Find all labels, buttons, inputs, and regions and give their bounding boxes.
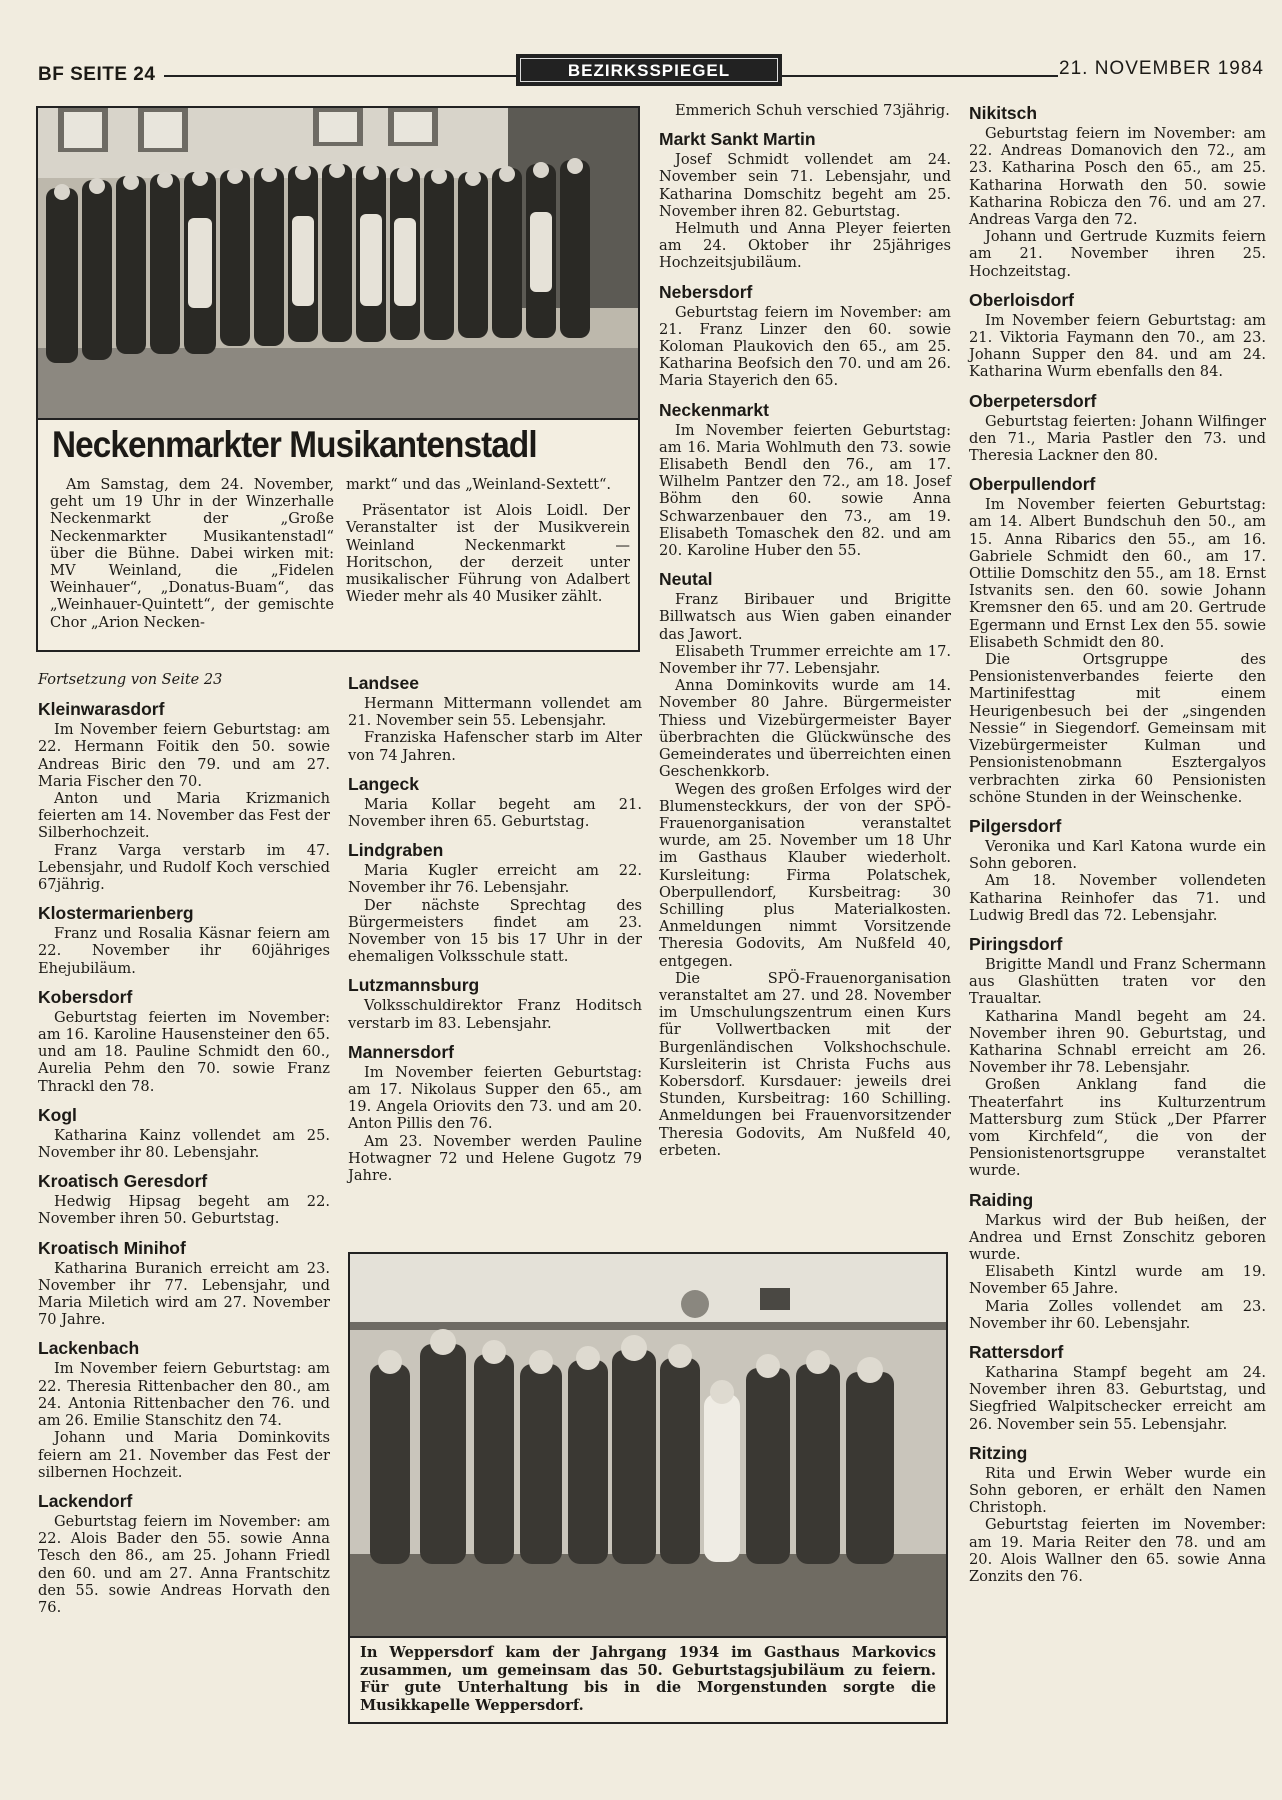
feature-paragraph: Am Samstag, dem 24. November, geht um 19 Uhr in der Winzerhalle Neckenmarkt der „Große Neckenmarkter Musikantenstadl“ über die Bühne. Dabei wirken mit: MV Weinland, die „Fidelen Weinhauer“, „Donatus-Buam“, das „Weinhauer-Quintett“, der gemischte Chor „Arion Necken-: [50, 476, 334, 631]
feature-column-left: [50, 476, 334, 631]
section-heading: Kroatisch Minihof: [38, 1237, 186, 1258]
section-heading: Lindgraben: [348, 840, 444, 861]
section-heading: Landsee: [348, 673, 419, 693]
section-heading: Klostermarienberg: [38, 903, 194, 924]
section-heading: Kogl: [38, 1104, 77, 1125]
news-paragraph: Johann und Maria Dominkovits feiern am 21. November das Fest der silbernen Hochzeit.: [38, 1429, 330, 1481]
news-paragraph: Die Ortsgruppe des Pensionistenverbandes feierte den Martinifesttag mit einem Heurigenbesuch bei der „singenden Nessie“ in Siegendorf. Gemeinsam mit Vizebürgermeister Kulman und Pensionistenobmann Esztergalyos verbrachten zirka 60 Pensionisten schöne Stunden in der Weinschenke.: [969, 651, 1266, 806]
news-paragraph: Maria Zolles vollendet am 23. November ihr 60. Lebensjahr.: [969, 1297, 1266, 1332]
section-heading: Lutzmannsburg: [348, 975, 480, 996]
news-paragraph: Im November feierten Geburtstag: am 17. Nikolaus Supper den 65., am 19. Angela Oriovits den 73. und am 20. Anton Pillis den 76.: [348, 1063, 642, 1133]
news-paragraph: Geburtstag feierten: Johann Wilfinger den 71., Maria Pastler den 73. und Theresia Lackner den 80.: [969, 412, 1266, 465]
section-heading: Langeck: [348, 773, 419, 794]
news-paragraph: Franziska Hafenscher starb im Alter von 74 Jahren.: [348, 729, 642, 764]
news-paragraph: Rita und Erwin Weber wurde ein Sohn geboren, er erhält den Namen Christoph.: [969, 1464, 1266, 1517]
section-heading: Kroatisch Geresdorf: [38, 1171, 208, 1192]
news-paragraph: Im November feiern Geburtstag: am 21. Viktoria Faymann den 70., am 23. Johann Supper den 84. und am 24. Katharina Wurm ebenfalls den 84.: [969, 311, 1266, 381]
news-paragraph: Anna Dominkovits wurde am 14. November 80 Jahre. Bürgermeister Thiess und Vizebürgermeister Bayer überbrachten die Glückwünsche des Gemeinderates und überreichten einen Geschenkkorb.: [659, 677, 951, 781]
news-paragraph: Im November feiern Geburtstag: am 22. Hermann Foitik den 50. sowie Andreas Biric den 79. und am 27. Maria Fischer den 70.: [38, 721, 330, 790]
news-paragraph: Josef Schmidt vollendet am 24. November sein 71. Lebensjahr, und Katharina Domschitz begeht am 25. November ihren 82. Geburtstag.: [659, 151, 951, 220]
page-label: BF SEITE 24: [38, 64, 156, 85]
section-heading: Raiding: [969, 1189, 1034, 1210]
news-paragraph: Franz Biribauer und Brigitte Billwatsch aus Wien gaben einander das Jawort.: [659, 591, 951, 643]
news-paragraph: Geburtstag feierten im November: am 19. Maria Reiter den 78. und am 20. Alois Wallner den 65. sowie Anna Zonzits den 76.: [969, 1516, 1266, 1586]
news-paragraph: Maria Kollar begeht am 21. November ihren 65. Geburtstag.: [348, 795, 642, 831]
feature-paragraph: Präsentator ist Alois Loidl. Der Veranstalter ist der Musikverein Weinland Neckenmarkt — Horitschon, der derzeit unter musikalischer Führung von Adalbert Wieder mehr als 40 Musiker zählt.: [346, 502, 630, 606]
section-heading: Kobersdorf: [38, 986, 133, 1007]
news-paragraph: Geburtstag feiern im November: am 21. Franz Linzer den 60. sowie Koloman Plaukovich den 65., am 25. Katharina Beofsich den 70. und am 26. Maria Stayerich den 65.: [659, 303, 951, 390]
feature-paragraph: markt“ und das „Weinland-Sextett“.: [346, 476, 612, 493]
column-1: [38, 672, 330, 1616]
news-paragraph: Anton und Maria Krizmanich feierten am 14. November das Fest der Silberhochzeit.: [38, 790, 330, 842]
news-paragraph: Die SPÖ-Frauenorganisation veranstaltet am 27. und 28. November im Umschulungszentrum einen Kurs für Vollwertbacken mit der Burgenländischen Volkshochschule. Kursleiterin ist Christa Fuchs aus Kobersdorf. Kursdauer: jeweils drei Stunden, Kursbeitrag: 160 Schilling. Anmeldungen bei Frauenvorsitzender Theresia Godovits, Am Nußfeld 40, erbeten.: [659, 969, 951, 1159]
section-heading: Mannersdorf: [348, 1041, 454, 1062]
column-4: [969, 102, 1266, 1585]
news-paragraph: Elisabeth Kintzl wurde am 19. November 65 Jahre.: [969, 1263, 1266, 1298]
section-heading: Oberpetersdorf: [969, 390, 1097, 411]
news-paragraph: Der nächste Sprechtag des Bürgermeisters findet am 23. November von 15 bis 17 Uhr in der ehemaligen Volksschule statt.: [348, 896, 642, 966]
section-heading: Neutal: [659, 569, 713, 590]
news-paragraph: Franz und Rosalia Käsnar feiern am 22. November ihr 60jähriges Ehejubiläum.: [38, 925, 330, 977]
section-heading: Kleinwarasdorf: [38, 699, 165, 720]
feature-column-right: [346, 476, 630, 605]
section-heading: Lackendorf: [38, 1490, 133, 1511]
news-paragraph: Geburtstag feiern im November: am 22. Andreas Domanovich den 72., am 23. Katharina Posch den 65., am 25. Katharina Horwath den 50. sowie Katharina Robicza den 76. und am 27. Andreas Varga den 72.: [969, 125, 1266, 229]
feature-article: [36, 418, 640, 652]
continued-note: Fortsetzung von Seite 23: [38, 672, 223, 688]
news-paragraph: Helmuth und Anna Pleyer feierten am 24. Oktober ihr 25jähriges Hochzeitsjubiläum.: [659, 220, 951, 272]
news-paragraph: Am 18. November vollendeten Katharina Reinhofer das 71. und Ludwig Bredl das 72. Lebensjahr.: [969, 872, 1266, 924]
section-title: BEZIRKSSPIEGEL: [520, 58, 778, 82]
section-heading: Lackenbach: [38, 1338, 140, 1359]
photo-caption: In Weppersdorf kam der Jahrgang 1934 im Gasthaus Markovics zusammen, um gemeinsam das 50. Geburtstagsjubiläum zu feiern. Für gute Unterhaltung bis in die Morgenstunden sorgte die Musikkapelle Weppersdorf.: [348, 1636, 948, 1724]
news-paragraph: Volksschuldirektor Franz Hoditsch verstarb im 83. Lebensjahr.: [348, 997, 642, 1032]
news-paragraph: Veronika und Karl Katona wurde ein Sohn geboren.: [969, 837, 1266, 873]
news-paragraph: Im November feierten Geburtstag: am 16. Maria Wohlmuth den 73. sowie Elisabeth Bendl den 76., am 17. Wilhelm Pantzer den 72., am 18. Josef Böhm den 60. sowie Anna Schwarzenbauer den 73., am 19. Elisabeth Tomaschek den 82. und am 20. Karoline Huber den 55.: [659, 421, 951, 560]
section-heading: Markt Sankt Martin: [659, 129, 816, 150]
section-title-box: [516, 54, 782, 86]
lead-paragraph: Emmerich Schuh verschied 73jährig.: [675, 102, 950, 119]
news-paragraph: Hermann Mittermann vollendet am 21. November sein 55. Lebensjahr.: [348, 695, 642, 730]
news-paragraph: Johann und Gertrude Kuzmits feiern am 21. November ihren 25. Hochzeitstag.: [969, 228, 1266, 280]
section-heading: Nikitsch: [969, 103, 1038, 123]
section-heading: Ritzing: [969, 1442, 1028, 1463]
news-paragraph: Franz Varga verstarb im 47. Lebensjahr, und Rudolf Koch verschied 67jährig.: [38, 841, 330, 894]
news-paragraph: Brigitte Mandl und Franz Schermann aus Glashütten traten vor den Traualtar.: [969, 955, 1266, 1008]
news-paragraph: Katharina Mandl begeht am 24. November ihren 90. Geburtstag, und Katharina Schnabl erreicht am 26. November ihr 78. Lebensjahr.: [969, 1007, 1266, 1077]
news-paragraph: Wegen des großen Erfolges wird der Blumensteckkurs, der von der SPÖ-Frauenorganisation veranstaltet wurde, am 25. November um 18 Uhr im Gasthaus Klauber wiederholt. Kursleitung: Firma Polatschek, Oberpullendorf, Kursbeitrag: 30 Schilling plus Materialkosten. Anmeldungen nimmt Vorsitzende Theresia Godovits, Am Nußfeld 40, entgegen.: [659, 780, 951, 970]
header-rule-right: [782, 75, 1058, 77]
section-heading: Nebersdorf: [659, 281, 753, 302]
news-paragraph: Katharina Stampf begeht am 24. November ihren 83. Geburtstag, und Siegfried Walpitschecker erreicht am 26. November sein 55. Lebensjahr.: [969, 1363, 1266, 1433]
news-paragraph: Elisabeth Trummer erreichte am 17. November ihr 77. Lebensjahr.: [659, 642, 951, 678]
news-paragraph: Im November feiern Geburtstag: am 22. Theresia Rittenbacher den 80., am 24. Antonia Rittenbacher den 76. und am 26. Emilie Stanschitz den 74.: [38, 1360, 330, 1430]
anniversary-photo: [348, 1252, 948, 1638]
section-heading: Piringsdorf: [969, 933, 1063, 954]
news-paragraph: Im November feierten Geburtstag: am 14. Albert Bundschuh den 50., am 15. Anna Ribarics den 55., am 16. Gabriele Schmidt den 60., am 17. Ottilie Domschitz den 55., am 18. Ernst Istvanits sen. den 60. sowie Johann Kremsner den 65. und am 20. Gertrude Egermann und Ernst Lex den 55. sowie Elisabeth Schmidt den 80.: [969, 496, 1266, 651]
section-heading: Oberloisdorf: [969, 289, 1075, 310]
feature-headline: Neckenmarkter Musikantenstadl: [52, 424, 537, 465]
news-paragraph: Maria Kugler erreicht am 22. November ihr 76. Lebensjahr.: [348, 862, 642, 897]
news-paragraph: Katharina Buranich erreicht am 23. November ihr 77. Lebensjahr, und Maria Miletich wird am 27. November 70 Jahre.: [38, 1259, 330, 1329]
section-heading: Pilgersdorf: [969, 815, 1062, 836]
news-paragraph: Großen Anklang fand die Theaterfahrt ins Kulturzentrum Mattersburg zum Stück „Der Pfarrer vom Kirchfeld“, die von der Pensionistenortsgruppe veranstaltet wurde.: [969, 1076, 1266, 1180]
section-heading: Neckenmarkt: [659, 399, 769, 420]
section-heading: Rattersdorf: [969, 1341, 1064, 1362]
section-heading: Oberpullendorf: [969, 474, 1096, 495]
news-paragraph: Geburtstag feierten im November: am 16. Karoline Hausensteiner den 65. und am 18. Pauline Schmidt den 60., Aurelia Pehm den 70. sowie Franz Thrackl den 78.: [38, 1008, 330, 1095]
news-paragraph: Katharina Kainz vollendet am 25. November ihr 80. Lebensjahr.: [38, 1126, 330, 1162]
band-photo: [36, 106, 640, 420]
news-paragraph: Am 23. November werden Pauline Hotwagner 72 und Helene Gugotz 79 Jahre.: [348, 1132, 642, 1185]
news-paragraph: Hedwig Hipsag begeht am 22. November ihren 50. Geburtstag.: [38, 1193, 330, 1228]
issue-date: 21. NOVEMBER 1984: [1059, 58, 1264, 79]
column-2: [348, 672, 642, 1184]
news-paragraph: Geburtstag feiern im November: am 22. Alois Bader den 55. sowie Anna Tesch den 86., am 25. Johann Friedl den 60. und am 27. Anna Frantschitz den 55. sowie Andreas Horvath den 76.: [38, 1512, 330, 1616]
header-rule-left: [164, 75, 516, 77]
news-paragraph: Markus wird der Bub heißen, der Andrea und Ernst Zonschitz geboren wurde.: [969, 1211, 1266, 1263]
column-3: [659, 102, 951, 1159]
